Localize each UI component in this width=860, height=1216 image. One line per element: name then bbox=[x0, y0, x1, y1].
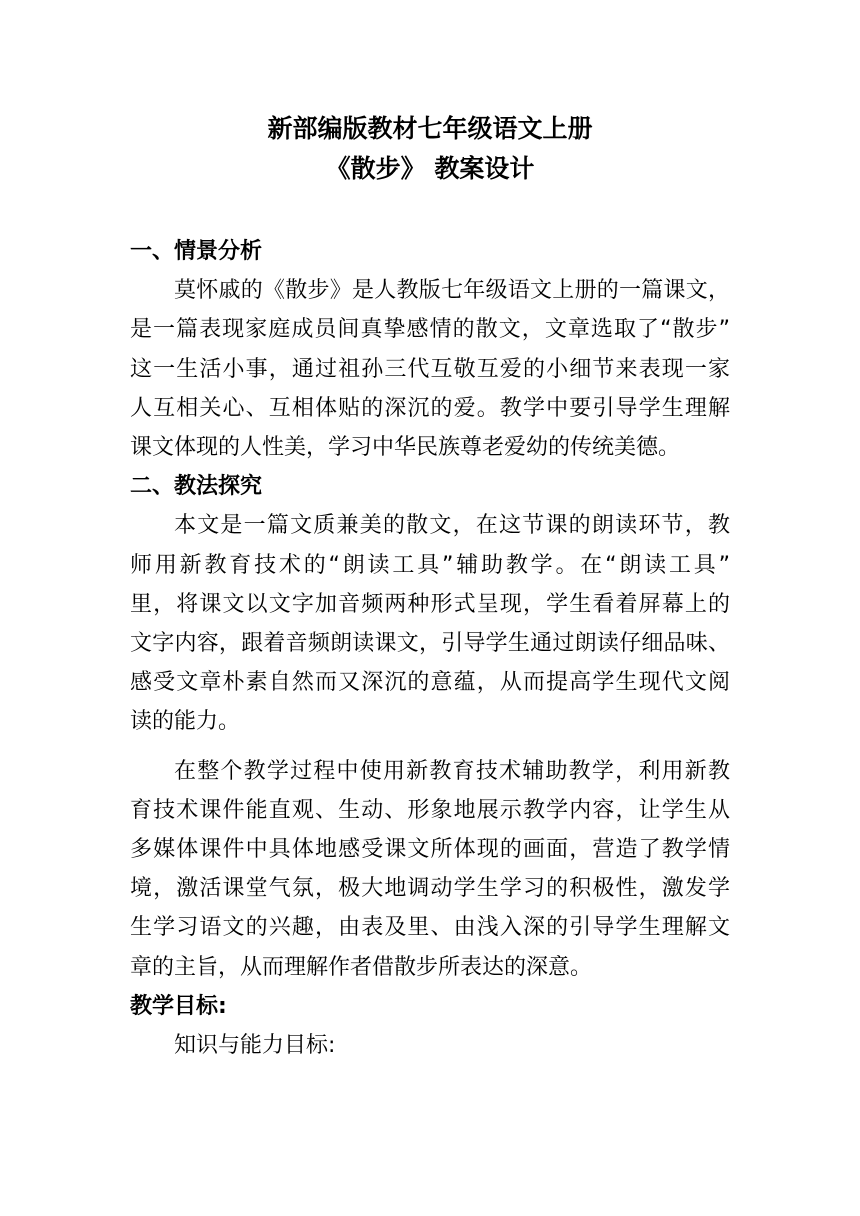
text-line: 这一生活小事，通过祖孙三代互敬互爱的小细节来表现一家 bbox=[130, 356, 730, 382]
document-subtitle: 《散步》 教案设计 bbox=[325, 154, 535, 183]
text-line: 是一篇表现家庭成员间真挚感情的散文，文章选取了“散步” bbox=[130, 317, 730, 343]
text-line: 人互相关心、互相体贴的深沉的爱。教学中要引导学生理解 bbox=[130, 395, 730, 421]
text-line: 莫怀戚的《散步》是人教版七年级语文上册的一篇课文， bbox=[174, 278, 730, 304]
text-line: 里，将课文以文字加音频两种形式呈现，学生看着屏幕上的 bbox=[130, 591, 730, 617]
paragraph-teaching-goals bbox=[130, 1026, 730, 1065]
text-line: 课文体现的人性美，学习中华民族尊老爱幼的传统美德。 bbox=[130, 435, 681, 461]
section-heading-teaching-goals: 教学目标: bbox=[130, 993, 227, 1019]
section-heading-situation-analysis: 一、情景分析 bbox=[130, 239, 263, 264]
document-title: 新部编版教材七年级语文上册 bbox=[267, 114, 593, 143]
text-line: 多媒体课件中具体地感受课文所体现的画面，营造了教学情 bbox=[130, 837, 730, 863]
section-heading-teaching-method: 二、教法探究 bbox=[130, 474, 263, 500]
paragraph-situation-analysis bbox=[130, 271, 730, 467]
paragraph-gap bbox=[130, 742, 730, 752]
paragraph-teaching-method-1 bbox=[130, 506, 730, 741]
text-line: 本文是一篇文质兼美的散文，在这节课的朗读环节，教 bbox=[174, 513, 730, 539]
paragraph-teaching-method-2 bbox=[130, 752, 730, 987]
text-line: 章的主旨，从而理解作者借散步所表达的深意。 bbox=[130, 954, 593, 980]
text-line: 在整个教学过程中使用新教育技术辅助教学，利用新教 bbox=[174, 758, 730, 784]
text-line: 知识与能力目标: bbox=[174, 1033, 336, 1059]
text-line: 生学习语文的兴趣，由表及里、由浅入深的引导学生理解文 bbox=[130, 915, 730, 941]
text-line: 育技术课件能直观、生动、形象地展示教学内容，让学生从 bbox=[130, 797, 730, 823]
text-line: 师用新教育技术的“朗读工具”辅助教学。在“朗读工具” bbox=[130, 552, 730, 578]
text-line: 读的能力。 bbox=[130, 709, 241, 735]
text-line: 境，激活课堂气氛，极大地调动学生学习的积极性，激发学 bbox=[130, 876, 730, 902]
document-body bbox=[130, 232, 730, 1065]
text-line: 文字内容，跟着音频朗读课文，引导学生通过朗读仔细品味、 bbox=[130, 631, 730, 657]
text-line: 感受文章朴素自然而又深沉的意蕴，从而提高学生现代文阅 bbox=[130, 670, 730, 696]
